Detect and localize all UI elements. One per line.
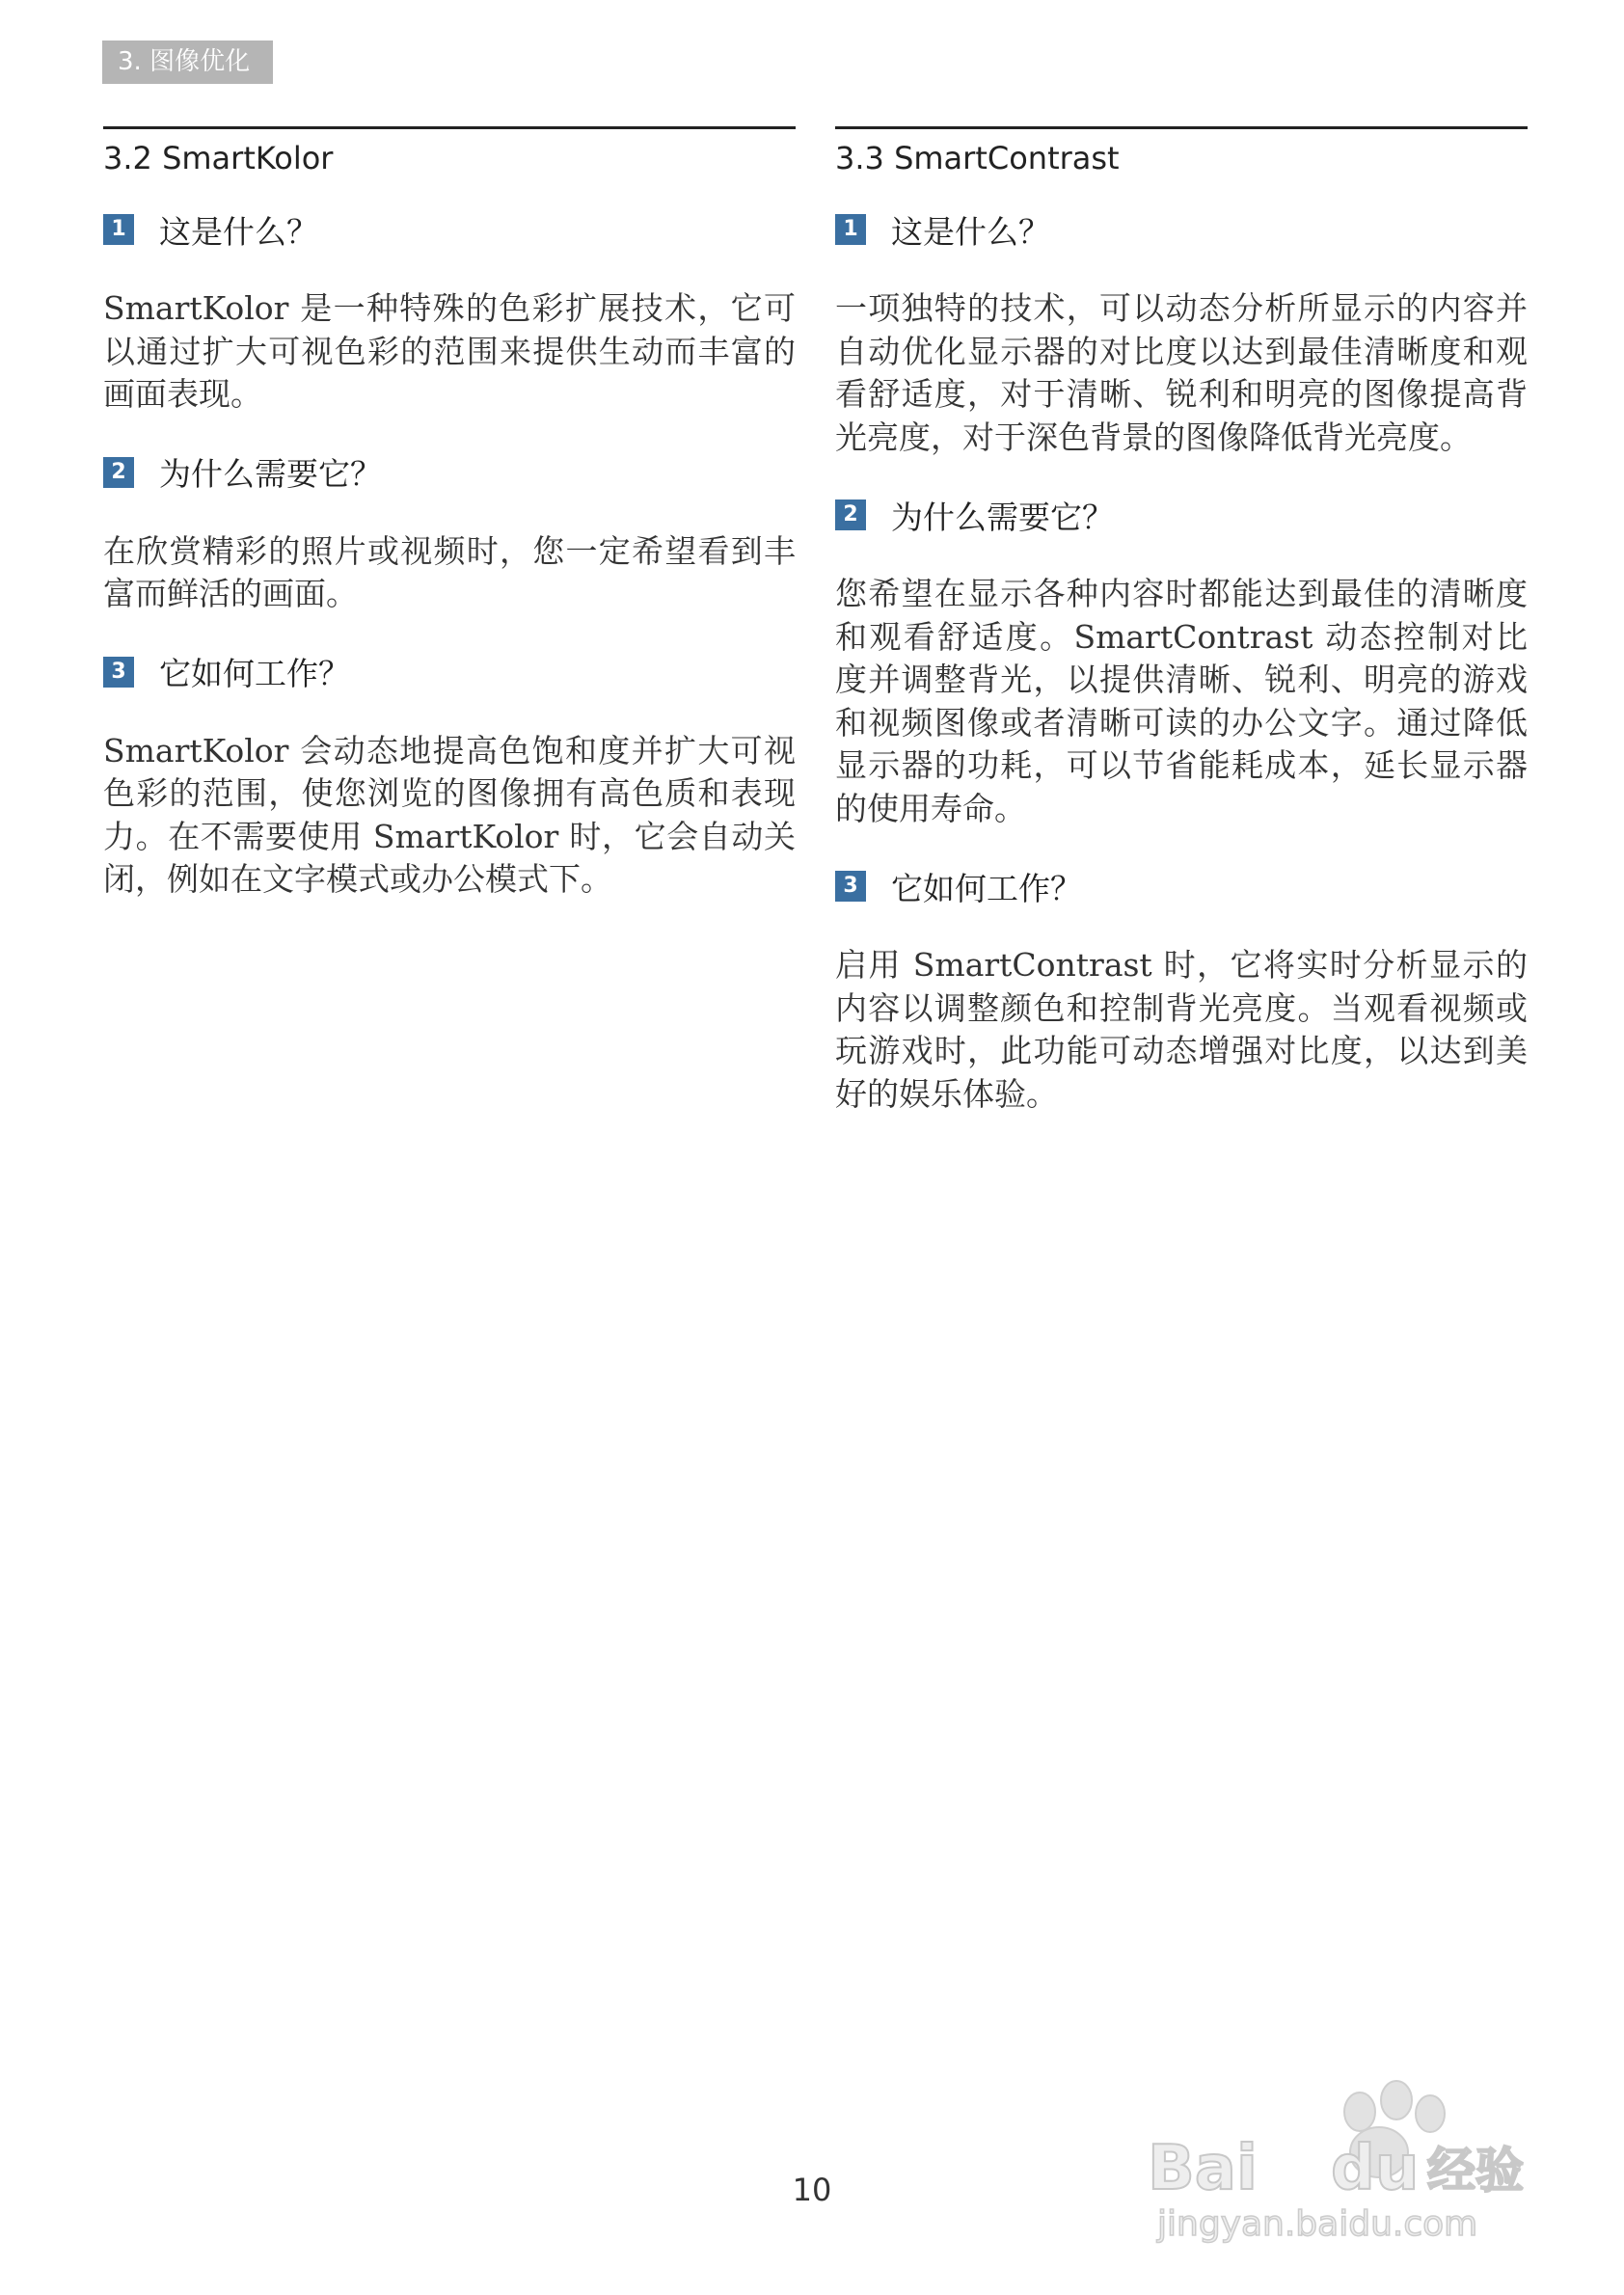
baidu-jingyan-watermark: [1138, 2064, 1543, 2247]
subheading-3: [835, 865, 1528, 907]
paragraph: 您希望在显示各种内容时都能达到最佳的清晰度和观看舒适度。SmartContrast 动态控制对比度并调整背光，以提供清晰、锐利、明亮的游戏和视频图像或者清晰可读的办公文字。通过降低显示器的功耗，可以节省能耗成本，延长显示器的使用寿命。: [835, 575, 1528, 827]
paragraph: 启用 SmartContrast 时，它将实时分析显示的内容以调整颜色和控制背光亮度。当观看视频或玩游戏时，此功能可动态增强对比度，以达到美好的娱乐体验。: [835, 946, 1528, 1113]
left-column: [103, 126, 796, 902]
subheading-3: [103, 651, 796, 693]
subheading-label: 为什么需要它？: [891, 498, 1114, 536]
subheading-label: 为什么需要它？: [159, 455, 382, 493]
number-badge: 2: [103, 457, 134, 488]
paragraph: 一项独特的技术，可以动态分析所显示的内容并自动优化显示器的对比度以达到最佳清晰度和观看舒适度，对于清晰、锐利和明亮的图像提高背光亮度，对于深色背景的图像降低背光亮度。: [835, 289, 1528, 456]
svg-text:jingyan.baidu.com: jingyan.baidu.com: [1157, 2204, 1478, 2244]
subheading-2: [835, 494, 1528, 536]
subheading-label: 这是什么？: [891, 212, 1050, 251]
subheading-1: [835, 208, 1528, 251]
svg-text:du: du: [1331, 2133, 1420, 2204]
paragraph: SmartKolor 会动态地提高色饱和度并扩大可视色彩的范围，使您浏览的图像拥有高色质和表现力。在不需要使用 SmartKolor 时，它会自动关闭，例如在文字模式或办公模式下。: [103, 731, 796, 898]
subheading-2: [103, 451, 796, 494]
paragraph: SmartKolor 是一种特殊的色彩扩展技术，它可以通过扩大可视色彩的范围来提供生动而丰富的画面表现。: [103, 289, 796, 413]
right-column: [835, 126, 1528, 1116]
number-badge: 1: [103, 214, 134, 245]
number-badge: 3: [103, 657, 134, 688]
subheading-label: 它如何工作？: [891, 869, 1082, 907]
svg-text:Bai: Bai: [1148, 2133, 1258, 2204]
chapter-tab: 3. 图像优化: [102, 40, 273, 84]
section-title: 3.2 SmartKolor: [103, 140, 334, 176]
section-title: 3.3 SmartContrast: [835, 140, 1120, 176]
paragraph: 在欣赏精彩的照片或视频时，您一定希望看到丰富而鲜活的画面。: [103, 531, 796, 612]
number-badge: 2: [835, 500, 866, 530]
subheading-label: 它如何工作？: [159, 655, 350, 692]
subheading-1: [103, 208, 796, 251]
number-badge: 3: [835, 871, 866, 902]
svg-text:经验: 经验: [1427, 2143, 1524, 2199]
subheading-label: 这是什么？: [159, 212, 318, 251]
page-number: 10: [792, 2172, 832, 2208]
number-badge: 1: [835, 214, 866, 245]
